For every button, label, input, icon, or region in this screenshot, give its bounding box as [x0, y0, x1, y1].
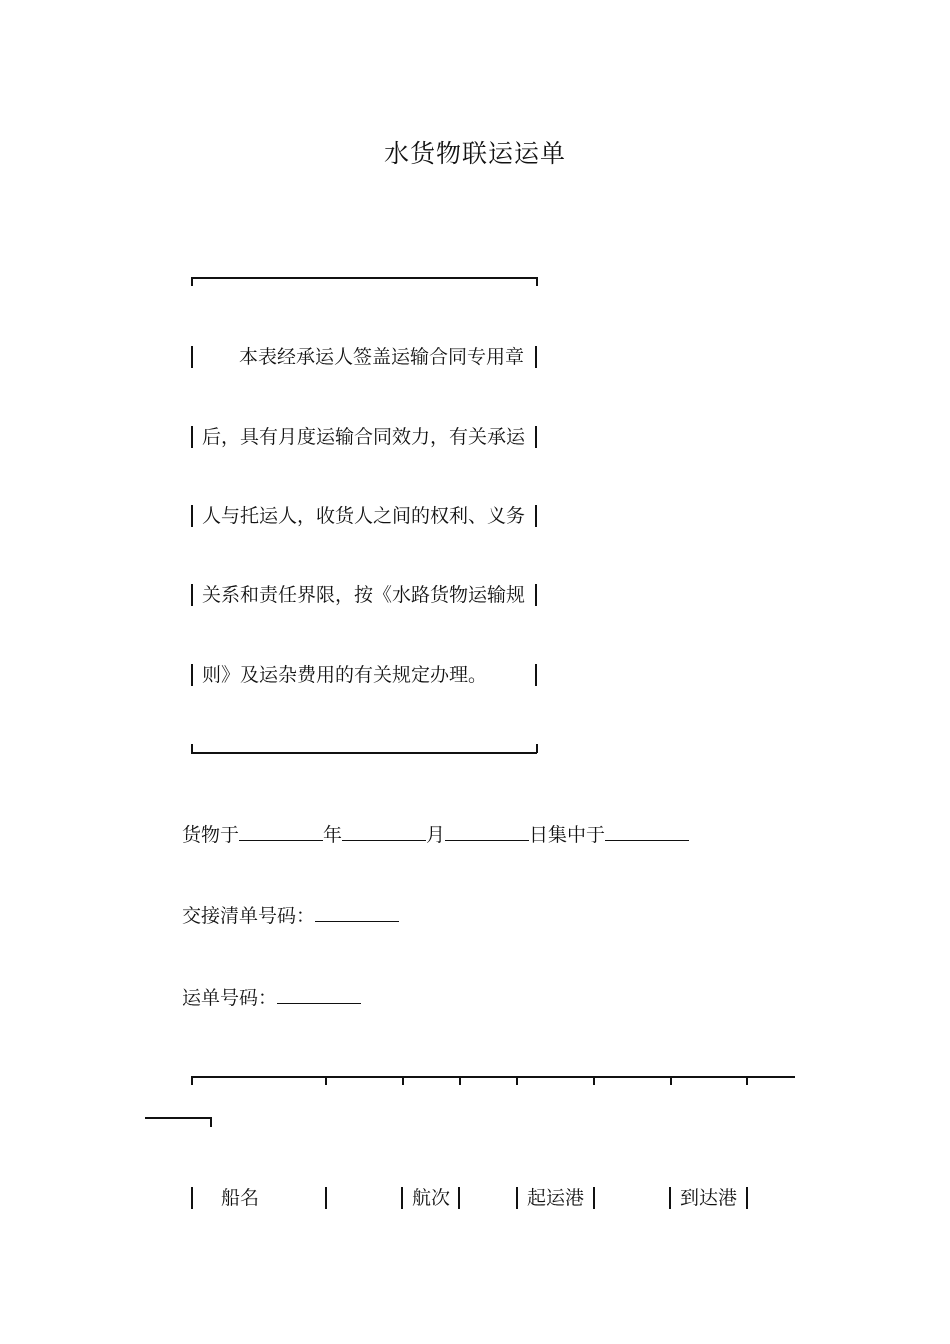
table-top-border: [191, 1076, 795, 1078]
table-column-tick: [402, 1076, 404, 1085]
table-cell-divider: [458, 1187, 460, 1209]
table-cell-divider: [191, 1187, 193, 1209]
table-header-destination-port: 到达港: [680, 1187, 738, 1209]
notice-line: 关系和责任界限，按《水路货物运输规: [202, 584, 526, 606]
notice-box-right-border: [535, 346, 537, 368]
day-collect-label: 日集中于: [529, 824, 606, 846]
notice-box-left-border: [191, 584, 193, 606]
notice-box-right-border: [535, 664, 537, 686]
month-blank[interactable]: [342, 822, 426, 841]
year-blank[interactable]: [239, 822, 323, 841]
notice-box-left-border: [191, 505, 193, 527]
table-cell-divider: [746, 1187, 748, 1209]
year-label: 年: [323, 824, 343, 846]
table-cell-divider: [669, 1187, 671, 1209]
table-cell-divider: [401, 1187, 403, 1209]
notice-box-top-border: [191, 277, 537, 279]
notice-box-left-border: [191, 426, 193, 448]
notice-box-right-border: [535, 584, 537, 606]
notice-line: 则》及运杂费用的有关规定办理。: [202, 664, 488, 686]
notice-line: 人与托运人，收货人之间的权利、义务: [202, 505, 526, 527]
table-column-tick: [593, 1076, 595, 1085]
waybill-number-field: [182, 985, 361, 1010]
notice-box-top-right-corner: [536, 277, 538, 286]
document-title: 水货物联运运单: [383, 139, 566, 168]
goods-date-field: [182, 822, 689, 847]
table-column-tick: [516, 1076, 518, 1085]
month-label: 月: [426, 824, 446, 846]
table-header-ship-name: 船名: [221, 1187, 260, 1209]
notice-line: 后，具有月度运输合同效力，有关承运: [202, 426, 526, 448]
notice-box-top-left-corner: [191, 277, 193, 286]
table-column-tick: [670, 1076, 672, 1085]
waybill-label: 运单号码：: [182, 987, 278, 1009]
table-cell-divider: [325, 1187, 327, 1209]
table-column-tick: [746, 1076, 748, 1085]
notice-box-left-border: [191, 346, 193, 368]
notice-box-right-border: [535, 426, 537, 448]
location-blank[interactable]: [605, 822, 689, 841]
notice-box-left-border: [191, 664, 193, 686]
table-cell-divider: [593, 1187, 595, 1209]
handover-list-field: [182, 903, 399, 928]
table-column-tick: [459, 1076, 461, 1085]
notice-box-right-border: [535, 505, 537, 527]
waybill-number-blank[interactable]: [277, 985, 361, 1004]
table-top-border-wrap: [145, 1117, 211, 1119]
day-blank[interactable]: [445, 822, 529, 841]
handover-number-blank[interactable]: [315, 903, 399, 922]
table-cell-divider: [516, 1187, 518, 1209]
table-top-right-corner: [210, 1117, 212, 1127]
table-column-tick: [325, 1076, 327, 1085]
notice-line: 本表经承运人签盖运输合同专用章: [239, 346, 525, 368]
goods-prefix-label: 货物于: [182, 824, 240, 846]
table-header-voyage: 航次: [412, 1187, 451, 1209]
table-top-corner: [191, 1076, 193, 1085]
table-header-origin-port: 起运港: [527, 1187, 585, 1209]
notice-box-bottom-border: [191, 752, 537, 754]
handover-label: 交接清单号码：: [182, 905, 316, 927]
